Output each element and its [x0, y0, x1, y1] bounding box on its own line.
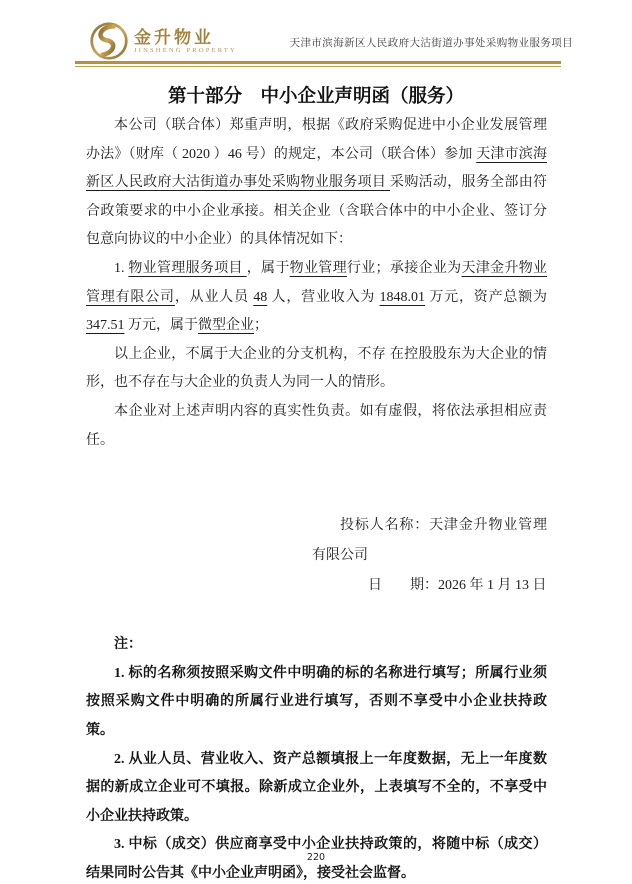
document-body — [86, 112, 547, 884]
notes-heading: 注： — [114, 637, 142, 653]
logo-name-en: JINSHENG PROPERTY — [134, 46, 237, 54]
notes-section — [86, 631, 547, 884]
bidder-name-label: 投标人名称： — [340, 518, 430, 534]
bidder-name-value: 天津金升物业管理有限公司 — [312, 518, 548, 564]
text-segment: 本公司（联合体）郑重声明，根据《政府采购促进中小企业发展管理办法》（财库（ 2020 ）46 号）的规定，本公司（联合体）参加 — [86, 118, 547, 162]
underlined-industry: 物业管理 — [289, 260, 347, 276]
underlined-assets: 347.51 — [86, 318, 125, 334]
signature-date-row — [86, 571, 547, 601]
text-segment: 1. — [114, 260, 129, 276]
paragraph-no-large-enterprise: 以上企业，不属于大企业的分支机构，不存 在控股股东为大企业的情形，也不存在与大企业的负责人为同一人的情形。 — [86, 346, 547, 391]
text-segment: 万元，资产总额为 — [425, 289, 548, 305]
header-divider-rule — [75, 61, 561, 67]
logo-mark-icon — [89, 21, 129, 61]
note-item-2: 2. 从业人员、营业收入、资产总额填报上一年度数据，无上一年度数据的新成立企业可不填报。除新成立企业外，上表填写不全的，不享受中小企业扶持政策。 — [86, 751, 547, 824]
text-segment: 采购活动，服务全部由符合政策要求的中小企业承接。相关企业（含联合体中的中小企业、签订分包意向协议的中小企业）的具体情况如下： — [86, 175, 547, 248]
logo-name-cn: 金升物业 — [134, 27, 214, 47]
date-value: 2026 年 1 月 13 日 — [438, 578, 547, 594]
underlined-enterprise-type: 微型企业 — [198, 318, 254, 334]
paragraph-enterprise-details — [86, 255, 547, 341]
text-segment: ； — [254, 318, 268, 334]
underlined-company-name: 天津金升物业管理有限公司 — [86, 260, 548, 305]
logo-text — [134, 28, 237, 55]
text-segment: ，属于 — [246, 260, 290, 276]
signature-block — [86, 511, 547, 601]
underlined-employee-count: 48 — [253, 289, 268, 305]
document-title: 第十部分 中小企业声明函（服务） — [167, 87, 464, 107]
paragraph-declaration — [86, 112, 547, 255]
note-item-3: 3. 中标（成交）供应商享受中小企业扶持政策的，将随中标（成交）结果同时公告其《中小企业声明函》，接受社会监督。 — [86, 837, 547, 881]
signature-bidder-row — [86, 511, 547, 571]
page-header — [75, 20, 573, 62]
date-label: 日 期： — [368, 578, 438, 594]
company-logo — [89, 21, 237, 61]
text-segment: 人，营业收入为 — [267, 289, 380, 305]
underlined-project-name: 天津市滨海新区人民政府大沽街道办事处采购物业服务项目 — [86, 146, 547, 191]
text-segment: 万元，属于 — [124, 318, 198, 334]
page-number: 220 — [306, 852, 326, 863]
text-segment: 行业；承接企业为 — [346, 260, 462, 276]
underlined-revenue: 1848.01 — [379, 289, 426, 305]
note-item-1: 1. 标的名称须按照采购文件中明确的标的名称进行填写；所属行业须按照采购文件中明确的所属行业进行填写，否则不享受中小企业扶持政策。 — [86, 665, 547, 738]
underlined-subject-name: 物业管理服务项目 — [128, 260, 247, 276]
paragraph-responsibility: 本企业对上述声明内容的真实性负责。如有虚假，将依法承担相应责任。 — [86, 403, 547, 448]
text-segment: ，从业人员 — [174, 289, 254, 305]
header-project-title: 天津市滨海新区人民政府大沽街道办事处采购物业服务项目 — [289, 38, 573, 49]
